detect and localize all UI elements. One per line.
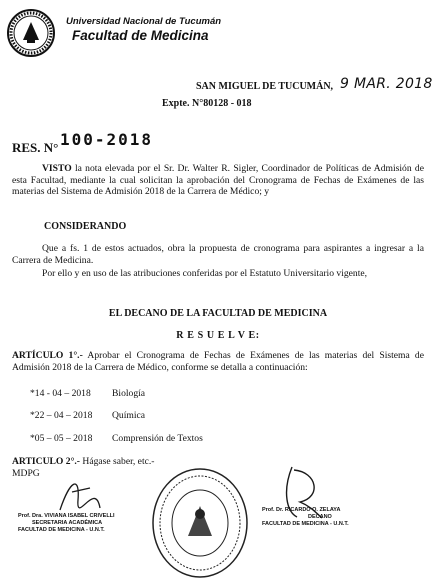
considerando-heading: CONSIDERANDO xyxy=(44,221,127,232)
schedule-subject: Biología xyxy=(112,388,146,399)
left-signer-name: Prof. Dra. VIVIANA ISABEL CRIVELLI xyxy=(18,513,115,519)
articulo-2-text: Hágase saber, etc.- xyxy=(80,456,155,467)
left-signature-block xyxy=(18,513,115,534)
expediente-number: Expte. N°80128 - 018 xyxy=(162,98,252,109)
schedule-subject: Química xyxy=(112,410,146,421)
university-seal-logo xyxy=(6,8,56,58)
faculty-stamp-seal xyxy=(150,466,250,581)
considerando-paragraph-1: Que a fs. 1 de estos actuados, obra la propuesta de cronograma para aspirantes a ingresar a la Carrera de Medicina. xyxy=(12,243,424,266)
resuelve-heading: R E S U E L V E: xyxy=(176,330,260,341)
visto-keyword: VISTO xyxy=(42,163,72,174)
left-signature-scribble xyxy=(50,470,110,515)
right-signature-block xyxy=(262,507,349,528)
schedule-date: *05 – 05 – 2018 xyxy=(30,433,93,444)
schedule-subject: Comprensión de Textos xyxy=(112,433,203,444)
schedule-date: *14 - 04 – 2018 xyxy=(30,388,91,399)
right-signer-org: FACULTAD DE MEDICINA - U.N.T. xyxy=(262,521,349,527)
articulo-1-label: ARTÍCULO 1°.- xyxy=(12,350,83,361)
visto-text: la nota elevada por el Sr. Dr. Walter R. Sigler, Coordinador de Políticas de Admisión de esta Facultad, mediante la cual solicitan la aprobación del Cronograma de Fechas de Exámenes de las materias del Sistema de Admisión 2018 de la Carrera de Médico; y xyxy=(12,163,424,198)
visto-paragraph xyxy=(12,163,424,198)
left-signer-role: SECRETARIA ACADÉMICA xyxy=(32,520,103,526)
dateline-place: SAN MIGUEL DE TUCUMÁN, xyxy=(196,81,334,92)
right-signer-name: Prof. Dr. RICARDO O. ZELAYA xyxy=(262,507,341,513)
articulo-2-label: ARTICULO 2°.- xyxy=(12,456,80,467)
resolution-number: 100-2018 xyxy=(60,130,154,149)
schedule-row xyxy=(30,388,146,399)
considerando-paragraph-2: Por ello y en uso de las atribuciones conferidas por el Estatuto Universitario vigente, xyxy=(42,268,368,279)
schedule-date: *22 – 04 – 2018 xyxy=(30,410,93,421)
schedule-row xyxy=(30,410,146,421)
left-signer-org: FACULTAD DE MEDICINA - U.N.T. xyxy=(18,527,105,533)
decano-heading: EL DECANO DE LA FACULTAD DE MEDICINA xyxy=(108,308,328,319)
university-name: Universidad Nacional de Tucumán xyxy=(66,16,222,27)
articulo-1-text: Aprobar el Cronograma de Fechas de Exámenes de las materias del Sistema de Admisión 2018 de la Carrera de Médico, conforme se detalla a continuación: xyxy=(12,350,424,373)
faculty-name: Facultad de Medicina xyxy=(72,28,209,43)
schedule-row xyxy=(30,433,203,444)
initials: MDPG xyxy=(12,468,40,479)
right-signer-role: DECANO xyxy=(308,514,332,520)
handwritten-date: 9 MAR. 2018 xyxy=(340,76,433,92)
resolution-label: RES. N° xyxy=(12,140,59,155)
articulo-1-paragraph xyxy=(12,350,424,373)
